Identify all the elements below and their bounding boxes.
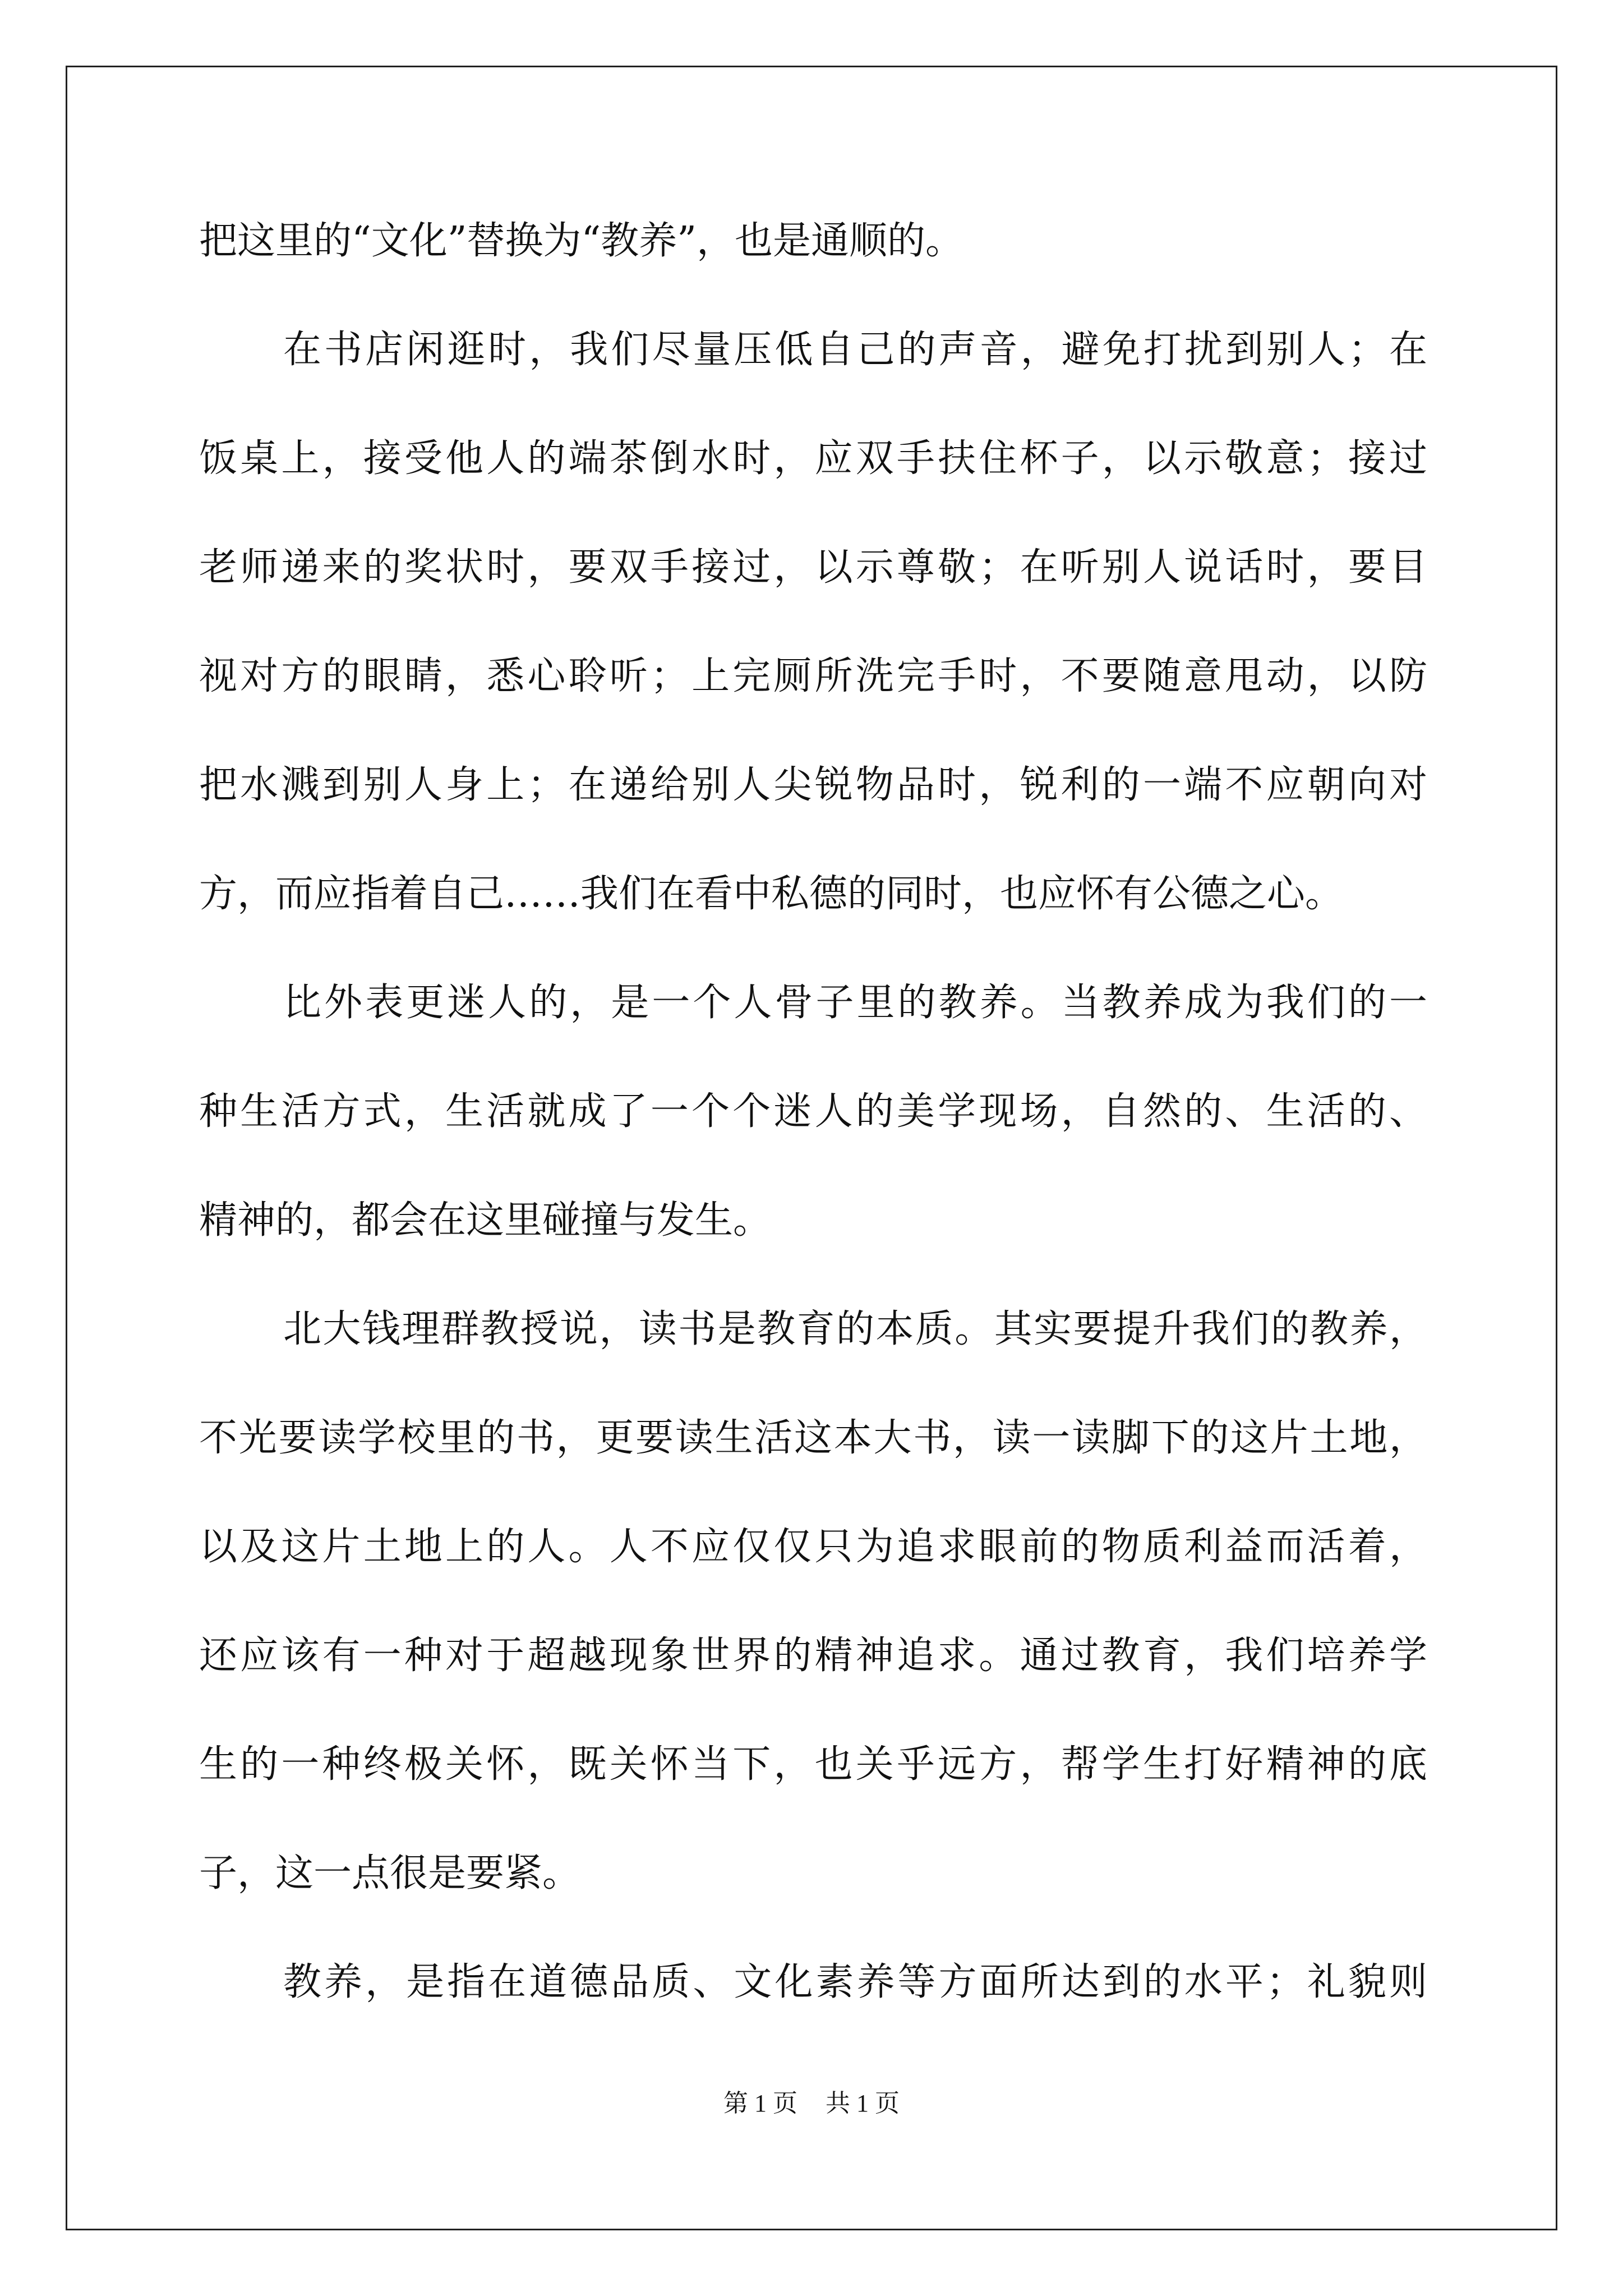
text-line-1: 把这里的“文化”替换为“教养”，也是通顺的。 — [199, 219, 964, 263]
text-line-7: 方，而应指着自己……我们在看中私德的同时，也应怀有公德之心。 — [199, 872, 1344, 916]
text-line-4: 老师递来的奖状时，要双手接过，以示尊敬；在听别人说话时，要目 — [199, 545, 1427, 590]
text-line-17: 教养，是指在道德品质、文化素养等方面所达到的水平；礼貌则 — [283, 1960, 1427, 2004]
page-border — [66, 66, 1557, 2230]
text-line-14: 还应该有一种对于超越现象世界的精神追求。通过教育，我们培养学 — [199, 1634, 1427, 1678]
page-footer — [0, 2087, 1623, 2120]
text-line-16: 子，这一点很是要紧。 — [199, 1851, 581, 1895]
text-line-9: 种生活方式，生活就成了一个个迷人的美学现场，自然的、生活的、 — [199, 1089, 1427, 1134]
text-line-12: 不光要读学校里的书，更要读生活这本大书，读一读脚下的这片土地， — [199, 1416, 1427, 1460]
text-line-15: 生的一种终极关怀，既关怀当下，也关乎远方，帮学生打好精神的底 — [199, 1742, 1427, 1787]
text-line-11: 北大钱理群教授说，读书是教育的本质。其实要提升我们的教养， — [283, 1307, 1427, 1351]
text-line-13: 以及这片土地上的人。人不应仅仅只为追求眼前的物质利益而活着， — [199, 1525, 1427, 1569]
text-line-8: 比外表更迷人的，是一个人骨子里的教养。当教养成为我们的一 — [283, 981, 1427, 1025]
page-number: 第 1 页 — [723, 2090, 797, 2117]
text-line-2: 在书店闲逛时，我们尽量压低自己的声音，避免打扰到别人；在 — [283, 328, 1427, 372]
page-total: 共 1 页 — [826, 2090, 900, 2117]
text-line-6: 把水溅到别人身上；在递给别人尖锐物品时，锐利的一端不应朝向对 — [199, 763, 1427, 807]
text-line-3: 饭桌上，接受他人的端茶倒水时，应双手扶住杯子，以示敬意；接过 — [199, 436, 1427, 481]
text-line-10: 精神的，都会在这里碰撞与发生。 — [199, 1198, 772, 1243]
text-line-5: 视对方的眼睛，悉心聆听；上完厕所洗完手时，不要随意甩动，以防 — [199, 654, 1427, 698]
